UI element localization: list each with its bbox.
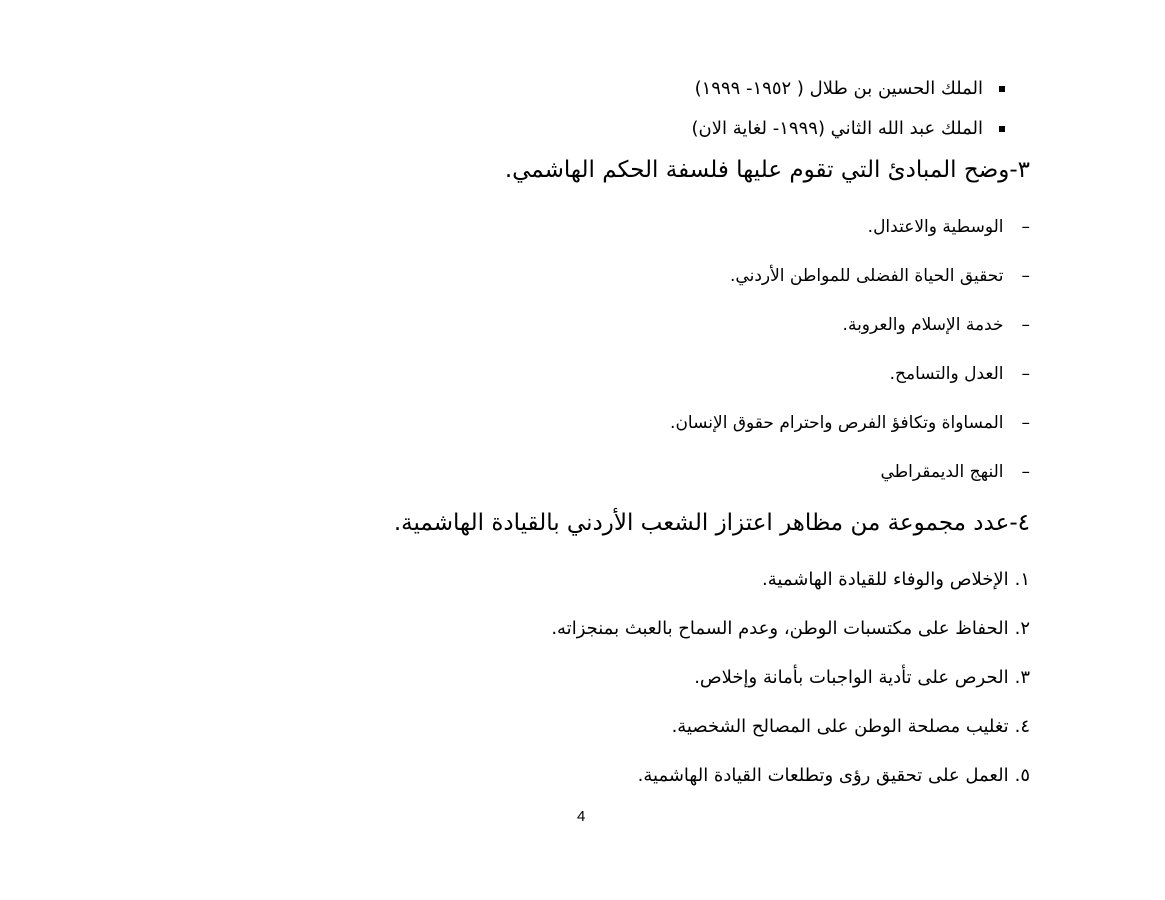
dash-marker: –	[1021, 413, 1030, 433]
item-number: ٢.	[1014, 618, 1030, 639]
principle-item	[890, 364, 1030, 384]
bullet-text: الملك الحسين بن طلال ( ١٩٥٢- ١٩٩٩)	[694, 78, 983, 99]
dash-marker: –	[1021, 217, 1030, 237]
pride-item	[551, 618, 1030, 639]
principle-item	[730, 266, 1030, 286]
principle-text: العدل والتسامح.	[889, 364, 1004, 384]
principle-item	[843, 315, 1030, 335]
principle-text: النهج الديمقراطي	[880, 462, 1004, 482]
pride-text: الحرص على تأدية الواجبات بأمانة وإخلاص.	[694, 667, 1009, 688]
bullet-item-hussein	[695, 78, 1005, 99]
item-number: ٣.	[1014, 667, 1030, 688]
bullet-item-abdullah	[692, 118, 1006, 139]
square-bullet-icon	[999, 86, 1005, 92]
principle-item	[868, 217, 1030, 237]
item-number: ١.	[1014, 569, 1030, 590]
pride-text: الحفاظ على مكتسبات الوطن، وعدم السماح بالعبث بمنجزاته.	[551, 618, 1009, 639]
square-bullet-icon	[999, 126, 1005, 132]
dash-marker: –	[1021, 315, 1030, 335]
principle-text: المساواة وتكافؤ الفرص واحترام حقوق الإنسان.	[670, 413, 1004, 433]
item-number: ٥.	[1014, 765, 1030, 786]
principle-text: خدمة الإسلام والعروبة.	[842, 315, 1004, 335]
principle-item	[670, 413, 1030, 433]
item-number: ٤.	[1014, 716, 1030, 737]
pride-item	[694, 667, 1030, 688]
dash-marker: –	[1021, 364, 1030, 384]
principle-text: تحقيق الحياة الفضلى للمواطن الأردني.	[730, 266, 1004, 286]
principle-item	[880, 462, 1030, 482]
pride-text: العمل على تحقيق رؤى وتطلعات القيادة الهاشمية.	[637, 765, 1009, 786]
page-number: 4	[577, 808, 586, 825]
dash-marker: –	[1021, 462, 1030, 482]
pride-text: تغليب مصلحة الوطن على المصالح الشخصية.	[671, 716, 1009, 737]
section-3-heading: ٣-وضح المبادئ التي تقوم عليها فلسفة الحكم الهاشمي.	[504, 157, 1030, 183]
pride-text: الإخلاص والوفاء للقيادة الهاشمية.	[762, 569, 1009, 590]
principle-text: الوسطية والاعتدال.	[867, 217, 1004, 237]
dash-marker: –	[1021, 266, 1030, 286]
pride-item	[762, 569, 1030, 590]
pride-item	[638, 765, 1030, 786]
section-4-heading: ٤-عدد مجموعة من مظاهر اعتزاز الشعب الأردني بالقيادة الهاشمية.	[393, 510, 1030, 536]
bullet-text: الملك عبد الله الثاني (١٩٩٩- لغاية الان)	[691, 118, 983, 139]
pride-item	[672, 716, 1030, 737]
